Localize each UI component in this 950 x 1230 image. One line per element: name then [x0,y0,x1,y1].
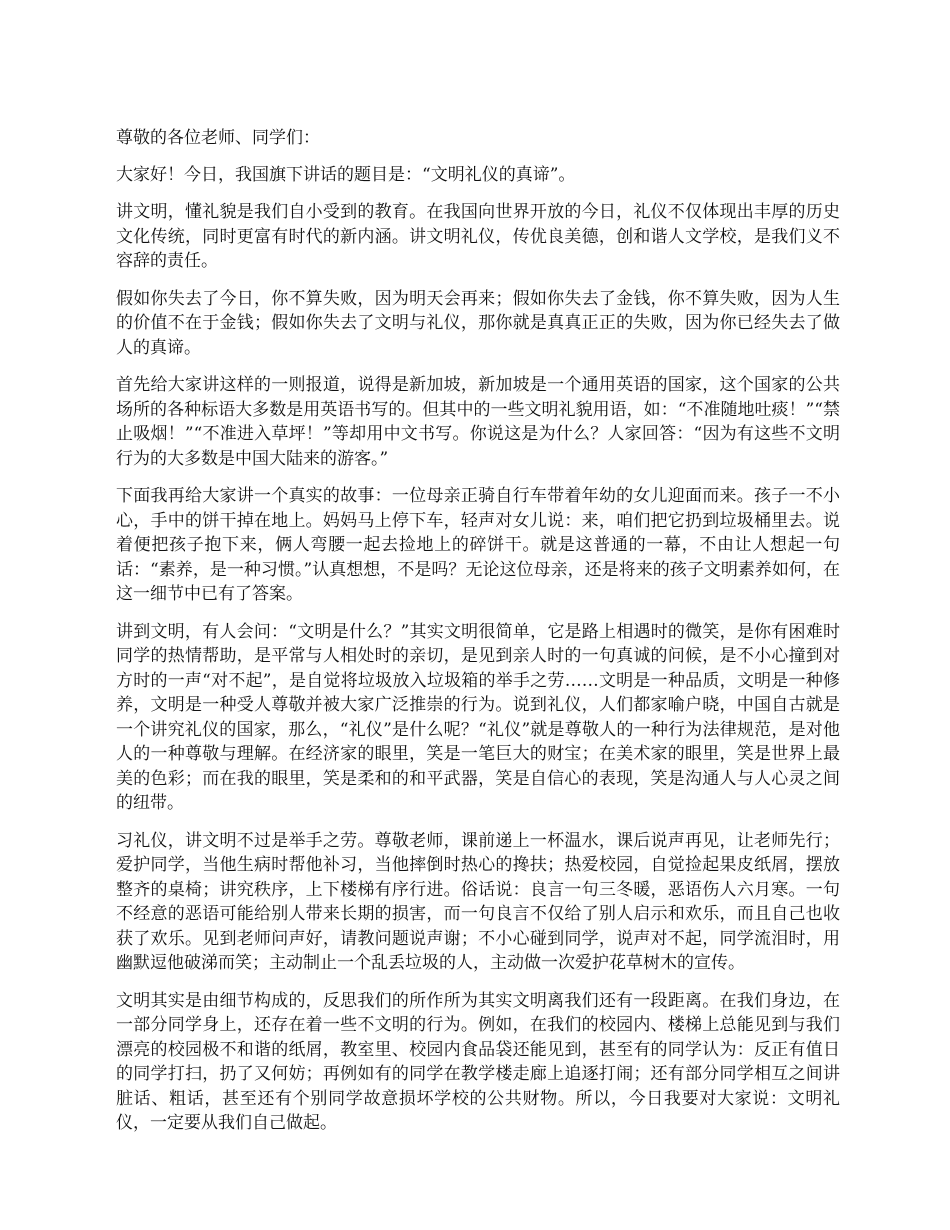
salutation: 尊敬的各位老师、同学们： [116,128,320,148]
paragraph-reflection: 文明其实是由细节构成的，反思我们的所作所为其实文明离我们还有一段距离。在我们身边，在一部分同学身上，还存在着一些不文明的行为。例如，在我们的校园内、楼梯上总能见到与我们漂亮的校园极不和谐的纸屑，教室里、校园内食品袋还能见到，甚至有的同学认为：反正有值日的同学打扫，扔了又何妨；再例如有的同学在教学楼走廊上追逐打闹；还有部分同学相互之间讲脏话、粗话，甚至还有个别同学故意损坏学校的公共财物。所以，今日我要对大家说：文明礼仪，一定要从我们自己做起。 [116,990,840,1133]
document-body [116,126,840,1149]
paragraph-what-is-civility: 讲到文明，有人会问：“文明是什么？”其实文明很简单，它是路上相遇时的微笑，是你有困难时同学的热情帮助，是平常与人相处时的亲切，是见到亲人时的一句真诚的问候，是不小心撞到对方时的一声“对不起”，是自觉将垃圾放入垃圾箱的举手之劳……文明是一种品质，文明是一种修养，文明是一种受人尊敬并被大家广泛推崇的行为。说到礼仪，人们都家喻户晓，中国自古就是一个讲究礼仪的国家，那么，“礼仪”是什么呢？“礼仪”就是尊敬人的一种行为法律规范，是对他人的一种尊敬与理解。在经济家的眼里，笑是一笔巨大的财宝；在美术家的眼里，笑是世界上最美的色彩；而在我的眼里，笑是柔和的和平武器，笑是自信心的表现，笑是沟通人与人心灵之间的纽带。 [116,621,840,813]
paragraph-singapore: 首先给大家讲这样的一则报道，说得是新加坡，新加坡是一个通用英语的国家，这个国家的公共场所的各种标语大多数是用英语书写的。但其中的一些文明礼貌用语，如：“不准随地吐痰！”“禁止吸烟！”“不准进入草坪！”等却用中文书写。你说这是为什么？人家回答：“因为有这些不文明行为的大多数是中国大陆来的游客。” [116,375,840,469]
paragraph-greeting: 大家好！今日，我国旗下讲话的题目是：“文明礼仪的真谛”。 [116,164,576,185]
paragraph-practice: 习礼仪，讲文明不过是举手之劳。尊敬老师，课前递上一杯温水，课后说声再见，让老师先行；爱护同学，当他生病时帮他补习，当他摔倒时热心的搀扶；热爱校园，自觉捡起果皮纸屑，摆放整齐的桌椅；讲究秩序，上下楼梯有序行进。俗话说：良言一句三冬暖，恶语伤人六月寒。一句不经意的恶语可能给别人带来长期的损害，而一句良言不仅给了别人启示和欢乐，而且自己也收获了欢乐。见到老师问声好，请教问题说声谢；不小心碰到同学，说声对不起，同学流泪时，用幽默逗他破涕而笑；主动制止一个乱丢垃圾的人，主动做一次爱护花草树木的宣传。 [116,830,840,973]
paragraph-story: 下面我再给大家讲一个真实的故事：一位母亲正骑自行车带着年幼的女儿迎面而来。孩子一不小心，手中的饼干掉在地上。妈妈马上停下车，轻声对女儿说：来，咱们把它扔到垃圾桶里去。说着便把孩子抱下来，俩人弯腰一起去捡地上的碎饼干。就是这普通的一幕，不由让人想起一句话：“素养，是一种习惯。”认真想想，不是吗？无论这位母亲，还是将来的孩子文明素养如何，在这一细节中已有了答案。 [116,486,840,604]
paragraph-intro: 讲文明，懂礼貌是我们自小受到的教育。在我国向世界开放的今日，礼仪不仅体现出丰厚的历史文化传统，同时更富有时代的新内涵。讲文明礼仪，传优良美德，创和谐人文学校，是我们义不容辞的责任。 [116,202,840,271]
paragraph-loss: 假如你失去了今日，你不算失败，因为明天会再来；假如你失去了金钱，你不算失败，因为人生的价值不在于金钱；假如你失去了文明与礼仪，那你就是真真正正的失败，因为你已经失去了做人的真谛。 [116,288,840,358]
